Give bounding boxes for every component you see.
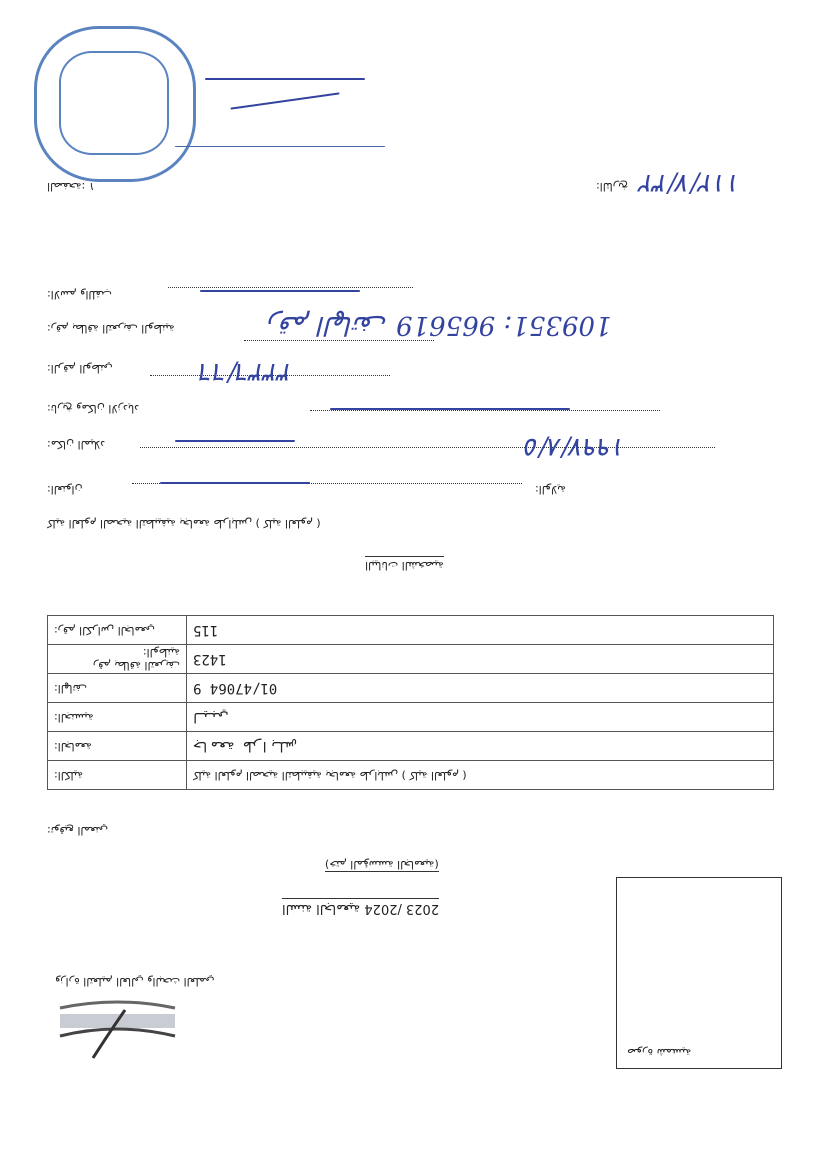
field-label-5: مكان الميلاد:: [47, 438, 106, 451]
table-value: ليبي: [187, 703, 774, 732]
table-row: [48, 674, 774, 703]
photo-label: صورة شمسية: [627, 1046, 692, 1059]
field-label-2: رقم بطاقة التعريف الوطنية:: [47, 322, 175, 335]
handwritten-phone: 109351: رقم الهاتف 965619: [268, 310, 612, 340]
faculty-statement: ( كلية العلوم ) كلية العلوم الصحية التطبيقية بجامعة طرابلس: [47, 517, 321, 530]
table-row: [48, 703, 774, 732]
section-title: البيانات الشخصية: [365, 556, 444, 572]
signature-label: توقيع المعني:: [47, 824, 108, 837]
table-row: [48, 732, 774, 761]
photo-placeholder: [616, 877, 782, 1069]
header-left-label: الصفحة: ١: [47, 180, 95, 193]
table-key: الكلية:: [48, 761, 187, 790]
handwritten-id: ٣٣٣٦/٦٦: [200, 357, 293, 387]
table-row: [48, 761, 774, 790]
stamp-text-line: [175, 146, 385, 147]
table-key: الجنسية:: [48, 703, 187, 732]
field-line-4: [310, 410, 660, 411]
table-value: 115: [187, 616, 774, 645]
field-label-1: الاسم واللقب:: [47, 288, 112, 301]
table-row: [48, 616, 774, 645]
ministry-name: وزارة التعليم العالي والبحث العلمي: [55, 975, 215, 988]
field-ink-4: [330, 408, 570, 410]
approval-heading: (ختم المؤسسة الجامعية): [325, 858, 439, 871]
table-value: ( كلية العلوم ) كلية العلوم الصحية التطبيقية بجامعة طرابلس: [187, 761, 774, 790]
stamp-emblem: [59, 51, 169, 155]
student-info-table: [47, 615, 774, 790]
field-label-3: الرقم الوطني:: [47, 362, 113, 375]
table-key: رقم الكراس الجامعي:: [48, 616, 187, 645]
ministry-logo: [55, 1000, 180, 1062]
table-value: 1423: [187, 645, 774, 674]
field-ink-5: [175, 440, 295, 442]
field-ink-6: [160, 482, 310, 484]
handwritten-date: ١١٢/٧/٣٢: [640, 168, 742, 198]
field-line-5: [140, 447, 715, 448]
table-key: رقم بطاقة التعريف الوطنية:: [48, 645, 187, 674]
official-stamp: [34, 26, 196, 182]
signature-stroke: [230, 92, 339, 109]
field-line-2: [244, 340, 434, 341]
signature-line: [205, 78, 365, 80]
table-row: [48, 645, 774, 674]
field-label-6: العنوان:: [47, 483, 83, 496]
table-key: الهاتف:: [48, 674, 187, 703]
field-label-4: تاريخ ومكان الازدياد:: [47, 402, 140, 415]
table-value: 01/47064 9: [187, 674, 774, 703]
handwritten-birth: ١٩٩٧/٨/٥: [525, 432, 627, 462]
academic-year: 2023 /2024 السنة الجامعية: [282, 898, 439, 916]
date-label: التاريخ:: [596, 180, 629, 193]
table-value: جامعة طرابلس: [187, 732, 774, 761]
table-key: الجامعة:: [48, 732, 187, 761]
field-line-1: [168, 287, 413, 288]
field-label-6b: الولاية:: [535, 483, 567, 496]
field-ink-1: [200, 290, 360, 292]
